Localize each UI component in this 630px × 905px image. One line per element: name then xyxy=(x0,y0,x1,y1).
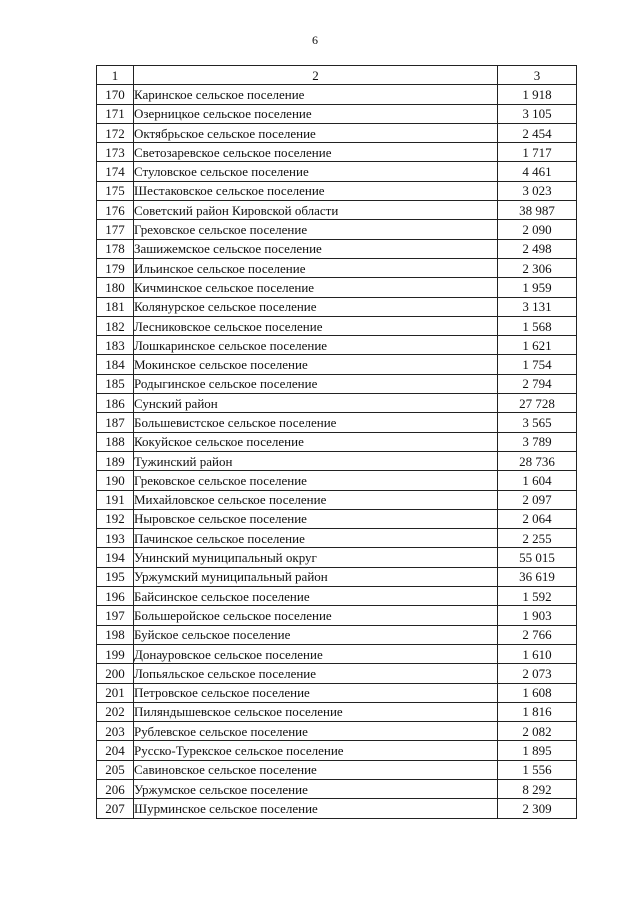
population-value-cell: 1 903 xyxy=(498,606,577,625)
municipality-name-cell: Байсинское сельское поселение xyxy=(134,587,498,606)
municipality-name-cell: Озерницкое сельское поселение xyxy=(134,104,498,123)
population-value-cell: 38 987 xyxy=(498,201,577,220)
municipality-name-cell: Шестаковское сельское поселение xyxy=(134,181,498,200)
table-row xyxy=(97,201,577,220)
table-row xyxy=(97,451,577,470)
table-row xyxy=(97,123,577,142)
municipality-name-cell: Лопьяльское сельское поселение xyxy=(134,664,498,683)
municipality-name-cell: Петровское сельское поселение xyxy=(134,683,498,702)
table-row xyxy=(97,779,577,798)
row-number-cell: 205 xyxy=(97,760,134,779)
table-row xyxy=(97,220,577,239)
row-number-cell: 184 xyxy=(97,355,134,374)
population-value-cell: 3 131 xyxy=(498,297,577,316)
population-value-cell: 2 454 xyxy=(498,123,577,142)
row-number-cell: 194 xyxy=(97,548,134,567)
municipality-name-cell: Лесниковское сельское поселение xyxy=(134,316,498,335)
municipality-name-cell: Светозаревское сельское поселение xyxy=(134,143,498,162)
row-number-cell: 183 xyxy=(97,336,134,355)
row-number-cell: 202 xyxy=(97,702,134,721)
population-value-cell: 1 568 xyxy=(498,316,577,335)
table-row xyxy=(97,104,577,123)
table-row xyxy=(97,625,577,644)
municipality-name-cell: Пачинское сельское поселение xyxy=(134,529,498,548)
data-table xyxy=(96,65,577,819)
municipality-name-cell: Большевистское сельское поселение xyxy=(134,413,498,432)
table-row xyxy=(97,509,577,528)
table-row xyxy=(97,799,577,818)
row-number-cell: 195 xyxy=(97,567,134,586)
municipality-name-cell: Ильинское сельское поселение xyxy=(134,258,498,277)
row-number-cell: 198 xyxy=(97,625,134,644)
population-value-cell: 2 309 xyxy=(498,799,577,818)
row-number-cell: 187 xyxy=(97,413,134,432)
column-header-value: 3 xyxy=(498,66,577,85)
table-body xyxy=(97,66,577,819)
table-row xyxy=(97,490,577,509)
row-number-cell: 173 xyxy=(97,143,134,162)
municipality-name-cell: Русско-Турекское сельское поселение xyxy=(134,741,498,760)
municipality-name-cell: Ныровское сельское поселение xyxy=(134,509,498,528)
population-value-cell: 2 097 xyxy=(498,490,577,509)
population-value-cell: 55 015 xyxy=(498,548,577,567)
municipality-name-cell: Каринское сельское поселение xyxy=(134,85,498,104)
municipality-name-cell: Тужинский район xyxy=(134,451,498,470)
population-value-cell: 2 064 xyxy=(498,509,577,528)
population-value-cell: 3 023 xyxy=(498,181,577,200)
table-row xyxy=(97,760,577,779)
population-value-cell: 2 306 xyxy=(498,258,577,277)
population-value-cell: 2 073 xyxy=(498,664,577,683)
population-value-cell: 1 754 xyxy=(498,355,577,374)
table-row xyxy=(97,587,577,606)
municipality-name-cell: Мокинское сельское поселение xyxy=(134,355,498,374)
table-row xyxy=(97,702,577,721)
table-row xyxy=(97,644,577,663)
column-header-name: 2 xyxy=(134,66,498,85)
population-value-cell: 1 556 xyxy=(498,760,577,779)
row-number-cell: 170 xyxy=(97,85,134,104)
row-number-cell: 185 xyxy=(97,374,134,393)
municipality-name-cell: Шурминское сельское поселение xyxy=(134,799,498,818)
table-header-row xyxy=(97,66,577,85)
row-number-cell: 193 xyxy=(97,529,134,548)
population-value-cell: 3 789 xyxy=(498,432,577,451)
table-row xyxy=(97,664,577,683)
population-value-cell: 2 090 xyxy=(498,220,577,239)
municipality-name-cell: Зашижемское сельское поселение xyxy=(134,239,498,258)
table-row xyxy=(97,374,577,393)
table-row xyxy=(97,567,577,586)
row-number-cell: 196 xyxy=(97,587,134,606)
population-value-cell: 1 895 xyxy=(498,741,577,760)
population-value-cell: 2 498 xyxy=(498,239,577,258)
row-number-cell: 178 xyxy=(97,239,134,258)
municipality-name-cell: Михайловское сельское поселение xyxy=(134,490,498,509)
table-row xyxy=(97,85,577,104)
table-row xyxy=(97,355,577,374)
table-row xyxy=(97,548,577,567)
table-row xyxy=(97,239,577,258)
population-value-cell: 1 959 xyxy=(498,278,577,297)
population-value-cell: 28 736 xyxy=(498,451,577,470)
row-number-cell: 201 xyxy=(97,683,134,702)
row-number-cell: 172 xyxy=(97,123,134,142)
population-value-cell: 2 766 xyxy=(498,625,577,644)
row-number-cell: 190 xyxy=(97,471,134,490)
population-value-cell: 3 565 xyxy=(498,413,577,432)
row-number-cell: 204 xyxy=(97,741,134,760)
municipality-name-cell: Лошкаринское сельское поселение xyxy=(134,336,498,355)
table-row xyxy=(97,181,577,200)
municipality-name-cell: Октябрьское сельское поселение xyxy=(134,123,498,142)
municipality-name-cell: Унинский муниципальный округ xyxy=(134,548,498,567)
table-row xyxy=(97,143,577,162)
table-row xyxy=(97,258,577,277)
row-number-cell: 197 xyxy=(97,606,134,625)
municipality-name-cell: Рублевское сельское поселение xyxy=(134,722,498,741)
municipality-name-cell: Большеройское сельское поселение xyxy=(134,606,498,625)
municipality-name-cell: Савиновское сельское поселение xyxy=(134,760,498,779)
population-value-cell: 1 918 xyxy=(498,85,577,104)
row-number-cell: 206 xyxy=(97,779,134,798)
population-value-cell: 1 608 xyxy=(498,683,577,702)
municipality-name-cell: Советский район Кировской области xyxy=(134,201,498,220)
row-number-cell: 207 xyxy=(97,799,134,818)
row-number-cell: 191 xyxy=(97,490,134,509)
page-number: 6 xyxy=(312,33,318,47)
population-value-cell: 1 592 xyxy=(498,587,577,606)
population-value-cell: 36 619 xyxy=(498,567,577,586)
table-row xyxy=(97,471,577,490)
row-number-cell: 171 xyxy=(97,104,134,123)
table-row xyxy=(97,741,577,760)
population-value-cell: 8 292 xyxy=(498,779,577,798)
table-row xyxy=(97,336,577,355)
municipality-name-cell: Уржумский муниципальный район xyxy=(134,567,498,586)
municipality-name-cell: Греховское сельское поселение xyxy=(134,220,498,239)
table-row xyxy=(97,413,577,432)
row-number-cell: 174 xyxy=(97,162,134,181)
row-number-cell: 175 xyxy=(97,181,134,200)
row-number-cell: 188 xyxy=(97,432,134,451)
row-number-cell: 192 xyxy=(97,509,134,528)
municipality-name-cell: Пиляндышевское сельское поселение xyxy=(134,702,498,721)
municipality-name-cell: Буйское сельское поселение xyxy=(134,625,498,644)
population-value-cell: 1 717 xyxy=(498,143,577,162)
population-value-cell: 2 255 xyxy=(498,529,577,548)
row-number-cell: 176 xyxy=(97,201,134,220)
table-row xyxy=(97,529,577,548)
row-number-cell: 199 xyxy=(97,644,134,663)
row-number-cell: 182 xyxy=(97,316,134,335)
row-number-cell: 179 xyxy=(97,258,134,277)
row-number-cell: 203 xyxy=(97,722,134,741)
municipality-name-cell: Донауровское сельское поселение xyxy=(134,644,498,663)
table-row xyxy=(97,722,577,741)
population-value-cell: 4 461 xyxy=(498,162,577,181)
table-row xyxy=(97,606,577,625)
table-row xyxy=(97,394,577,413)
municipality-name-cell: Кичминское сельское поселение xyxy=(134,278,498,297)
population-value-cell: 2 794 xyxy=(498,374,577,393)
population-value-cell: 1 610 xyxy=(498,644,577,663)
table-row xyxy=(97,278,577,297)
municipality-name-cell: Грековское сельское поселение xyxy=(134,471,498,490)
population-value-cell: 2 082 xyxy=(498,722,577,741)
municipality-name-cell: Уржумское сельское поселение xyxy=(134,779,498,798)
row-number-cell: 181 xyxy=(97,297,134,316)
row-number-cell: 177 xyxy=(97,220,134,239)
row-number-cell: 189 xyxy=(97,451,134,470)
table-row xyxy=(97,316,577,335)
population-value-cell: 1 604 xyxy=(498,471,577,490)
row-number-cell: 200 xyxy=(97,664,134,683)
municipality-name-cell: Родыгинское сельское поселение xyxy=(134,374,498,393)
municipality-name-cell: Кокуйское сельское поселение xyxy=(134,432,498,451)
row-number-cell: 180 xyxy=(97,278,134,297)
population-value-cell: 27 728 xyxy=(498,394,577,413)
municipality-name-cell: Стуловское сельское поселение xyxy=(134,162,498,181)
population-value-cell: 1 816 xyxy=(498,702,577,721)
table-row xyxy=(97,683,577,702)
table-row xyxy=(97,162,577,181)
column-header-number: 1 xyxy=(97,66,134,85)
population-value-cell: 3 105 xyxy=(498,104,577,123)
municipality-name-cell: Сунский район xyxy=(134,394,498,413)
table-row xyxy=(97,297,577,316)
municipality-name-cell: Колянурское сельское поселение xyxy=(134,297,498,316)
row-number-cell: 186 xyxy=(97,394,134,413)
population-value-cell: 1 621 xyxy=(498,336,577,355)
table-row xyxy=(97,432,577,451)
